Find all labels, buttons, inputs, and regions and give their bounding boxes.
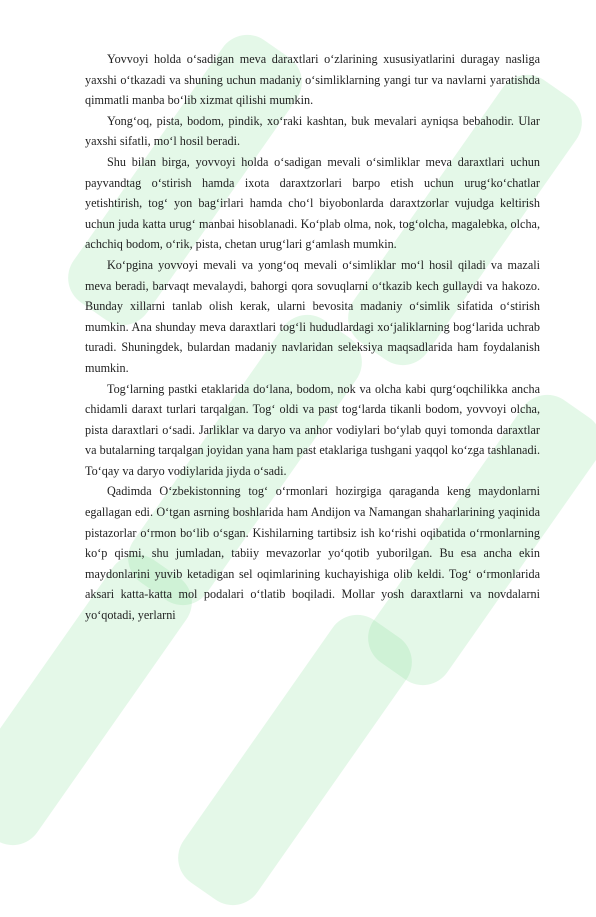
watermark-band: [166, 603, 423, 917]
paragraph: Tog‘larning pastki etaklarida do‘lana, bodom, nok va olcha kabi qurg‘oqchilikka ancha chidamli daraxt turlari tarqalgan. Tog‘ oldi va past tog‘larda tikanli bodom, yovvoyi olcha, pista daraxtlari o‘sadi. Jarliklar va daryo va anhor vodiylari bo‘ylab quyi tomonda daraxtlar va butalarning tarqalgan joyidan yana ham past etaklariga tushgani yaqqol ko‘zga tashlanadi. To‘qay va daryo vodiylarida jiyda o‘sadi.: [85, 381, 540, 478]
paragraph: Ko‘pgina yovvoyi mevali va yong‘oq mevali o‘simliklar mo‘l hosil qiladi va mazali meva beradi, barvaqt mevalaydi, bahorgi qora sovuqlarni o‘tkazib kech gullaydi va hakozo. Bunday xillarni tanlab olish kerak, ularni bevosita madaniy o‘simlik sifatida o‘stirish mumkin. Ana shunday meva daraxtlari tog‘li hududlardagi xo‘jaliklarning bog‘larida uchrab turadi. Shuningdek, bulardan madaniy navlaridan seleksiya maqsadlarida ham foydalanish mumkin.: [85, 257, 540, 375]
paragraph: Yovvoyi holda o‘sadigan meva daraxtlari o‘zlarining xususiyatlarini duragay nasliga yaxshi o‘tkazadi va shuning uchun madaniy o‘simliklarning yangi tur va navlarni yaratishda qimmatli manba bo‘lib xizmat qilishi mumkin.: [85, 52, 540, 108]
paragraph: Yong‘oq, pista, bodom, pindik, xo‘raki kashtan, buk mevalari ayniqsa bebahodir. Ular yaxshi sifatli, mo‘l hosil beradi.: [85, 113, 540, 149]
paragraph: Shu bilan birga, yovvoyi holda o‘sadigan mevali o‘simliklar meva daraxtlari uchun payvandtag o‘stirish hamda ixota daraxtzorlari barpo etish uchun urug‘ko‘chatlar yetishtirish, tog‘ yon bag‘irlari hamda cho‘l biyobonlarda daraxtzorlar vujudga keltirish uchun juda katta urug‘ manbai hisoblanadi. Ko‘plab olma, nok, tog‘olcha, magalebka, olcha, achchiq bodom, o‘rik, pista, chetan urug‘lari g‘amlash mumkin.: [85, 154, 540, 252]
document-page: [85, 49, 540, 626]
paragraph: Qadimda O‘zbekistonning tog‘ o‘rmonlari hozirgiga qaraganda keng maydonlarni egallagan edi. O‘tgan asrning boshlarida ham Andijon va Namangan shaharlarining yaqinida pistazorlar o‘rmon bo‘lib o‘sgan. Kishilarning tartibsiz ish ko‘rishi oqibatida o‘rmonlarning ko‘p qismi, shu jumladan, tabiiy mevazorlar yo‘qotib yuborilgan. Bu esa ancha ekin maydonlarini yuvib ketadigan sel oqimlarining kuchayishiga olib keldi. Tog‘ o‘rmonlarida aksari katta-katta mol podalari o‘tlatib boqiladi. Mollar yosh daraxtlarni va novdalarni yo‘qotadi, yerlarni: [85, 484, 540, 623]
